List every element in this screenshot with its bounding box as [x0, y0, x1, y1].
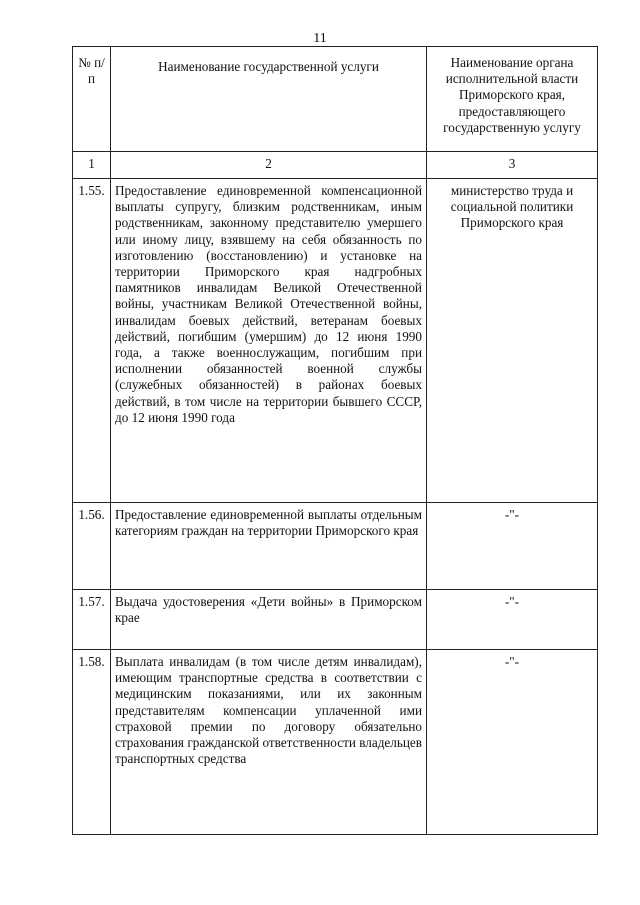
- services-table: [72, 46, 598, 835]
- service-name: Выдача удостоверения «Дети войны» в Приморском крае: [111, 590, 427, 650]
- authority-name: -"-: [427, 503, 598, 590]
- table-header-row: [73, 47, 598, 152]
- service-name: Предоставление единовременной выплаты отдельным категориям граждан на территории Приморского края: [111, 503, 427, 590]
- authority-name: министерство труда и социальной политики Приморского края: [427, 179, 598, 503]
- table-row: [73, 590, 598, 650]
- column-index-cell: 2: [111, 152, 427, 179]
- header-number: № п/п: [73, 47, 111, 152]
- row-number: 1.56.: [73, 503, 111, 590]
- table-row: [73, 650, 598, 835]
- header-authority: Наименование органа исполнительной власти Приморского края, предоставляющего государственную услугу: [427, 47, 598, 152]
- table-row: [73, 503, 598, 590]
- row-number: 1.55.: [73, 179, 111, 503]
- table-row: [73, 179, 598, 503]
- authority-name: -"-: [427, 650, 598, 835]
- row-number: 1.58.: [73, 650, 111, 835]
- header-service-name: Наименование государственной услуги: [111, 47, 427, 152]
- column-index-cell: 3: [427, 152, 598, 179]
- authority-name: -"-: [427, 590, 598, 650]
- service-name: Предоставление единовременной компенсационной выплаты супругу, близким родственникам, иным родственникам, законному представителю умершего или иному лицу, взявшему на себя обязанность по изготовлению (восстановлению) и установке на территории Приморского края надгробных памятников инвалидам Великой Отечественной войны, участникам Великой Отечественной войны, инвалидам боевых действий, ветеранам боевых действий, погибшим (умершим) до 12 июня 1990 года, а также военнослужащим, погибшим при исполнении обязанностей военной службы (служебных обязанностей) в районах боевых действий, в том числе на территории бывшего СССР, до 12 июня 1990 года: [111, 179, 427, 503]
- service-name: Выплата инвалидам (в том числе детям инвалидам), имеющим транспортные средства в соответствии с медицинским показаниями, или их законным представителям компенсации уплаченной ими страховой премии по договору обязательно страхования гражданской ответственности владельцев транспортных средства: [111, 650, 427, 835]
- column-index-row: [73, 152, 598, 179]
- row-number: 1.57.: [73, 590, 111, 650]
- column-index-cell: 1: [73, 152, 111, 179]
- page-number: 11: [313, 31, 327, 46]
